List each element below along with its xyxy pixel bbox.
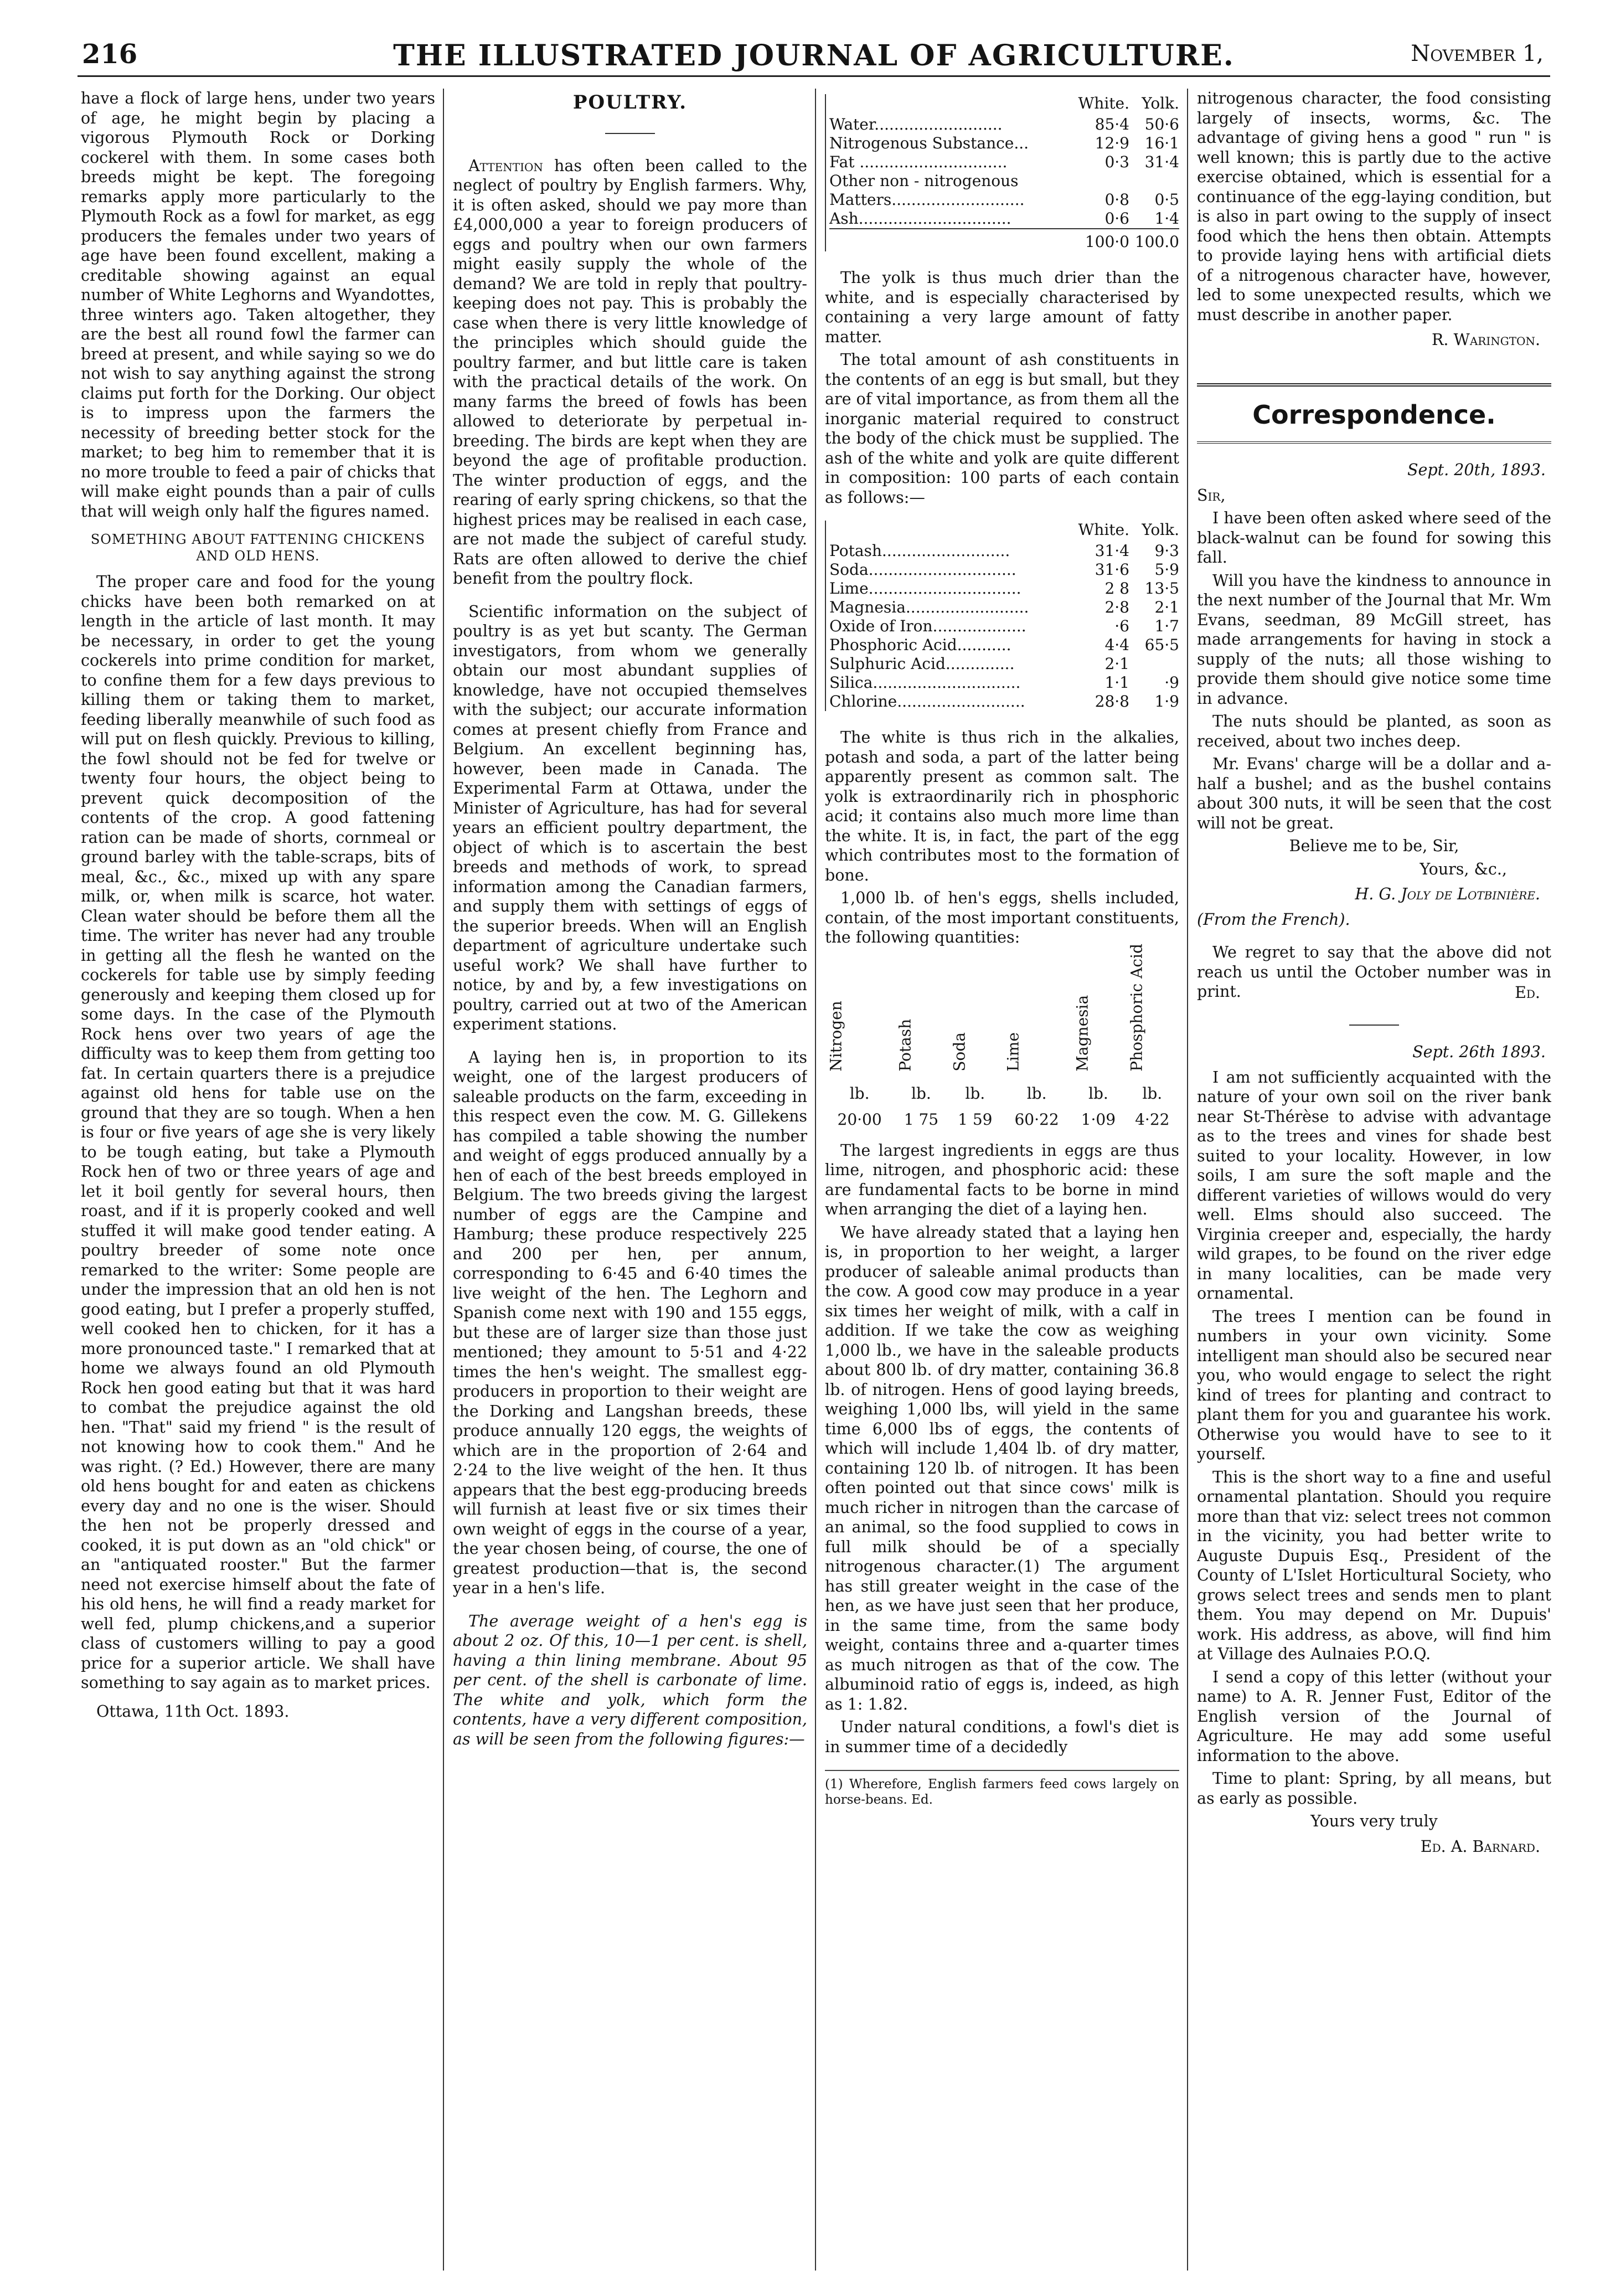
table-header: [1126, 944, 1179, 1072]
header-label: Soda: [949, 1032, 968, 1072]
table-cell: 31·4: [1095, 542, 1129, 560]
closing: Yours, &c.,: [1420, 859, 1507, 878]
column-3: [825, 89, 1179, 2271]
table-header: [1002, 960, 1071, 1070]
table-cell: Nitrogenous Substance...: [829, 134, 1029, 152]
divider: [605, 133, 655, 134]
column-rule: [815, 89, 816, 2271]
table-cell: 13·5: [1144, 579, 1179, 598]
paragraph: The average weight of a hen's egg is about 2 oz. Of this, 10—1 per cent. is shell, having a thin lining membrane. About 95 per cent. of the shell is carbonate of lime. The white and yolk, which form the contents, have a very different composition, as will be seen from the following figures:—: [453, 1612, 807, 1748]
table-row: [829, 655, 1179, 673]
paragraph: Mr. Evans' charge will be a dollar and a-half a bushel; and as the bushel contains about 300 nuts, it will be seen that the cost will not be great.: [1197, 755, 1551, 832]
salutation: Sir,: [1197, 486, 1226, 504]
table-cell: 9·3: [1154, 542, 1179, 560]
paragraph: The yolk is thus much drier than the white, and is especially characterised by containing a very large amount of fatty matter.: [825, 269, 1179, 346]
table-header-row: [829, 521, 1179, 542]
column-rule: [1187, 89, 1188, 2271]
table-cell: [829, 229, 1078, 251]
table-cell: 2·8: [1104, 598, 1129, 616]
table-cell: lb.: [1088, 1084, 1108, 1103]
table-cell: Fat ..............................: [829, 153, 1008, 171]
table-cell: Chlorine..........................: [829, 692, 1025, 711]
paragraph: The white is thus rich in the alkalies, potash and soda, a part of the latter being apparently present as common salt. The yolk is extraordinarily rich in phosphoric acid; it contains also much more lime than the white. It is, in fact, the part of the egg which contributes most to the formation of bone.: [825, 728, 1179, 884]
table-row: [829, 617, 1179, 636]
table-header: [825, 960, 894, 1070]
paragraph: The nuts should be planted, as soon as received, about two inches deep.: [1197, 712, 1551, 750]
table-row: [829, 636, 1179, 655]
table-cell: 0·6: [1104, 209, 1129, 228]
ash-composition-table-wrap: [825, 521, 1179, 711]
table-cell: 1 75: [904, 1110, 939, 1129]
editor-mark: Ed.: [1515, 983, 1540, 1002]
section-heading: Correspondence.: [1252, 399, 1496, 430]
lead-word: Attention: [468, 156, 543, 175]
table-cell: 0·5: [1154, 191, 1179, 209]
table-header: [894, 960, 948, 1070]
table-cell: Oxide of Iron...................: [829, 617, 1026, 635]
table-row: [829, 673, 1179, 692]
table-header: Yolk.: [1142, 521, 1179, 539]
page-header: [78, 35, 1550, 77]
column-1: [81, 89, 435, 2271]
egg-composition-table-wrap: [825, 94, 1179, 251]
table-cell: [1129, 655, 1179, 673]
table-row: [829, 115, 1179, 134]
paragraph: 1,000 lb. of hen's eggs, shells included, contain, of the most important constituents, the following quantities:: [825, 889, 1179, 946]
column-4: [1197, 89, 1551, 2271]
table-cell: ·6: [1114, 617, 1129, 635]
header-label: Potash: [896, 1018, 915, 1072]
header-label: Lime: [1004, 1032, 1023, 1072]
table-cell: Phosphoric Acid...........: [829, 636, 1011, 654]
table-row: [829, 134, 1179, 153]
paragraph: This is the short way to a fine and useful ornamental plantation. Should you require more than that viz: select trees not common in the vicinity, you had better write to Auguste Dupuis Esq., President of the County of L'Islet Horticultural Society, who grows select trees and sends men to plant them. You may depend on Mr. Dupuis' work. His address, as above, will find him at Village des Aulnaies P.O.Q.: [1197, 1468, 1551, 1663]
table-header-row: [825, 960, 1179, 1070]
table-row: [829, 579, 1179, 598]
table-cell: lb.: [849, 1084, 870, 1103]
table-cell: 1·7: [1154, 617, 1179, 635]
table-cell: 28·8: [1095, 692, 1129, 711]
table-cell: lb.: [1026, 1084, 1047, 1103]
table-cell: 1·9: [1154, 692, 1179, 711]
signature: Ed. A. Barnard.: [1420, 1837, 1540, 1856]
table-cell: ·9: [1164, 673, 1179, 692]
table-cell: 2 8: [1104, 579, 1129, 598]
closing: Yours very truly: [1310, 1812, 1438, 1830]
table-cell: 1·1: [1104, 673, 1129, 692]
column-rule: [443, 89, 444, 2271]
table-cell: Soda..............................: [829, 560, 1016, 579]
paragraph: I am not sufficiently acquainted with the nature of your own soil on the river bank near St-Thérèse to advise with advantage as to the trees and vines for shade best suited to your locality. However, in low soils, I am sure the soft maple and the different varieties of willows would do very well. Elms should also succeed. The Virginia creeper and, especially, the hardy wild grapes, to be found on the river edge in many localities, can be made very ornamental.: [1197, 1068, 1551, 1303]
header-label: Nitrogen: [827, 1001, 845, 1072]
table-cell: 5·9: [1154, 560, 1179, 579]
paragraph: I have been often asked where seed of the black-walnut can be found for sowing this fall.: [1197, 509, 1551, 567]
paragraph: The largest ingredients in eggs are thus lime, nitrogen, and phosphoric acid: these are fundamental facts to be borne in mind when arranging the diet of a laying hen.: [825, 1141, 1179, 1218]
issue-date: November 1,: [1411, 41, 1544, 66]
paragraph: I send a copy of this letter (without your name) to A. R. Jenner Fust, Editor of the English version of the Journal of Agriculture. He may add some useful information to the above.: [1197, 1667, 1551, 1765]
journal-title: THE ILLUSTRATED JOURNAL OF AGRICULTURE.: [393, 39, 1235, 73]
signature: H. G. Joly de Lotbinière.: [1355, 885, 1540, 903]
paragraph: We regret to say that the above did not reach us until the October number was in print.: [1197, 943, 1551, 1001]
table-cell: Ash...............................: [829, 209, 1011, 228]
paragraph: nitrogenous character, the food consisting largely of insects, worms, &c. The advantage of giving hens a good " run " is well known; this is partly due to the active exercise obtained, which is essential for a continuance of the egg-laying condition, but is also in part owing to the supply of insect food which the hens then obtain. Attempts to provide laying hens with artificial diets of a nitrogenous character have, however, led to some unexpected results, which we must describe in another paper.: [1197, 89, 1551, 324]
table-header: [829, 521, 1078, 542]
table-cell: 0·3: [1104, 153, 1129, 171]
table-header: White.: [1078, 94, 1129, 112]
footnote: (1) Wherefore, English farmers feed cows largely on horse-beans. Ed.: [825, 1770, 1179, 1808]
table-cell: 65·5: [1144, 636, 1179, 654]
paragraph: The proper care and food for the young chicks have been both remarked on at length in the article of last month. It may be necessary, in order to get the young cockerels into prime condition for market, to confine them for a few days previous to killing them or taking them to market, feeding liberally meanwhile of such food as will put on flesh quickly. Previous to killing, the fowl should not be fed for twelve or twenty four hours, the object being to prevent quick decomposition of the contents of the crop. A good fattening ration can be made of shorts, cornmeal or ground barley with the table-scraps, bits of meal, &c., &c., mixed up with any spare milk, or, when milk is scarce, hot water. Clean water should be before them all the time. The writer has never had any trouble in getting all the flesh he wanted on the cockerels for table use by simply feeding generously and keeping them closed up for some days. In the case of the Plymouth Rock hens over two years of age the difficulty was to keep them from getting too fat. In certain quarters there is a prejudice against old hens for table use on the ground that they are so tough. When a hen is four or five years of age she is very likely to be tough eating, but take a Plymouth Rock hen of two or three years of age and let it boil gently for several hours, then roast, and if it is properly cooked and well stuffed it will make good tender eating. A poultry breeder of some note once remarked to the writer: Some people are under the impression that an old hen is not good eating, but I prefer a properly stuffed, well cooked hen to chicken, for it has a more pronounced taste." I remarked that at home we always found an old Plymouth Rock hen good eating but that it was hard to combat the prejudice against the old hen. "That" said my friend " is the result of not knowing how to cook them." And he was right. (? Ed.) However, there are many old hens bought for and eaten as chickens every day and no one is the wiser. Should the hen not be properly dressed and cooked, it is put down as an "old chick" or an "antiquated rooster." But the farmer need not exercise himself about the fate of his old hens, he will find a ready market for well fed, plump chickens,and a superior class of customers willing to pay a good price for a superior article. We shall have something to say again as to market prices.: [81, 573, 435, 1692]
table-total-row: [829, 229, 1179, 251]
correspondence-banner: [1197, 383, 1551, 444]
table-cell: 2·1: [1104, 655, 1129, 673]
paragraph: Will you have the kindness to announce in the next number of the Journal that Mr. Wm Evans, seedman, 89 McGill street, has made arrangements for having in stock a supply of the nuts; all those wishing to provide them should give notice some time in advance.: [1197, 571, 1551, 708]
table-cell: 12·9: [1095, 134, 1129, 152]
table-cell: 100.0: [1129, 229, 1179, 251]
paragraph: Under natural conditions, a fowl's diet is in summer time of a decidedly: [825, 1718, 1179, 1756]
paragraph: [453, 156, 807, 589]
constituents-table: [825, 944, 1179, 1133]
table-cell: Silica..............................: [829, 673, 1021, 692]
table-row: [829, 172, 1179, 209]
closing: Believe me to be, Sir,: [1289, 837, 1459, 855]
paragraph: A laying hen is, in proportion to its weight, one of the largest producers of saleable products on the farm, exceeding in this respect even the cow. M. G. Gillekens has compiled a table showing the number and weight of eggs produced annually by a hen of each of the best breeds employed in Belgium. The two breeds giving the largest number of eggs are the Campine and Hamburg; these produce respectively 225 and 200 per hen, per annum, corresponding to 6·45 and 6·40 times the live weight of the hen. The Leghorn and Spanish come next with 190 and 155 eggs, but these are of larger size than those just mentioned; they amount to 5·51 and 4·22 times the hen's weight. The smallest egg-producers in proportion to their weight are the Dorking and Langshan breeds, these produce annually 120 eggs, the weights of which are in the proportion of 2·64 and 2·24 to the live weight of the hen. It thus appears that the best egg-producing breeds will furnish at least five or six times their own weight of eggs in the course of a year, the year chosen being, of course, the one of greatest production—that is, the second year in a hen's life.: [453, 1048, 807, 1597]
header-label: Magnesia: [1073, 995, 1092, 1072]
table-cell: 16·1: [1144, 134, 1179, 152]
egg-composition-table: [829, 94, 1179, 251]
attribution: (From the French).: [1197, 910, 1350, 929]
table-cell: 4·4: [1104, 636, 1129, 654]
table-cell: Water..........................: [829, 115, 1003, 133]
table-cell: Other non - nitrogenous Matters...........................: [829, 172, 1025, 209]
dateline: Sept. 20th, 1893.: [1407, 461, 1546, 479]
table-cell: 31·6: [1095, 560, 1129, 579]
table-cell: 60·22: [1014, 1110, 1059, 1129]
paragraph: The trees I mention can be found in numbers in your own vicinity. Some intelligent man should also be secured near you, who would engage to select the right kind of trees for planting and contract to plant them for you and guarantee his work. Otherwise you would have to see to it yourself.: [1197, 1307, 1551, 1463]
table-cell: lb.: [911, 1084, 931, 1103]
table-cell: 0·8: [1104, 191, 1129, 209]
dateline: Sept. 26th 1893.: [1412, 1043, 1546, 1061]
paragraph: Scientific information on the subject of poultry is as yet but scanty. The German investigators, from whom we generally obtain our most abundant supplies of knowledge, have not occupied themselves with the subject; our accurate information comes at present chiefly from France and Belgium. An excellent beginning has, however, been made in Canada. The Experimental Farm at Ottawa, under the Minister of Agriculture, has had for several years an efficient poultry department, the object of which is to ascertain the best breeds and methods of work, to spread information among the Canadian farmers, and supply them with settings of eggs of the superior breeds. When will an English department of agriculture undertake such useful work? We shall have further to notice, by and by, a few investigations on poultry, carried out at two of the American experiment stations.: [453, 602, 807, 1033]
table-header: [948, 960, 1002, 1070]
table-cell: Lime...............................: [829, 579, 1021, 598]
subheading: SOMETHING ABOUT FATTENING CHICKENS AND OLD HENS.: [90, 532, 426, 564]
table-header-row: [829, 94, 1179, 115]
column-2: [453, 89, 807, 2271]
table-row: [825, 1070, 1179, 1107]
dateline: Ottawa, 11th Oct. 1893.: [96, 1702, 290, 1721]
table-cell: lb.: [965, 1084, 985, 1103]
table-cell: Magnesia.........................: [829, 598, 1029, 616]
table-row: [829, 560, 1179, 579]
table-header: [829, 94, 1078, 115]
paragraph-text: has often been called to the neglect of poultry by English farmers. Why, it is often asked, should we pay more than £4,000,000 a year to foreign producers of eggs and poultry when our own farmers might easily supply the whole of the demand? We are told in reply that poultry-keeping does not pay. This is probably the case when there is very little knowledge of the principles which should guide the poultry farmer, and but little care is taken with the practical details of the work. On many farms the breed of fowls has been allowed to deteriorate by perpetual in-breeding. The birds are kept when they are beyond the age of profitable production. The winter production of eggs, and the rearing of early spring chickens, so that the highest prices may be realised in each case, are not made the subject of careful study. Rats are often allowed to derive the chief benefit from the poultry flock.: [453, 156, 807, 588]
table-header: Yolk.: [1142, 94, 1179, 112]
signature: R. Warington.: [1431, 331, 1540, 349]
table-cell: 1·09: [1081, 1110, 1116, 1129]
table-cell: 1·4: [1154, 209, 1179, 228]
table-header: [1071, 960, 1125, 1070]
table-row: [829, 598, 1179, 617]
paragraph: The total amount of ash constituents in the contents of an egg is but small, but they are of vital importance, as from them all the inorganic material required to construct the body of the chick must be supplied. The ash of the white and yolk are quite different in composition: 100 parts of each contain as follows:—: [825, 351, 1179, 507]
table-cell: Potash..........................: [829, 542, 1010, 560]
table-header: White.: [1078, 521, 1129, 539]
ash-composition-table: [829, 521, 1179, 711]
table-cell: 1 59: [958, 1110, 993, 1129]
page-number: 216: [82, 39, 138, 70]
table-row: [829, 209, 1179, 229]
paragraph: We have already stated that a laying hen is, in proportion to her weight, a larger producer of saleable animal products than the cow. A good cow may produce in a year six times her weight of milk, with a calf in addition. If we take the cow as weighing 1,000 lb., we have in the saleable products about 800 lb. of dry matter, containing 36.8 lb. of nitrogen. Hens of good laying breeds, weighing 1,000 lbs, will yield in the same time 6,000 lbs of eggs, the contents of which will include 1,404 lb. of dry matter, containing 120 lb. of nitrogen. It has been often pointed out that since cows' milk is much richer in nitrogen than the carcase of an animal, so the food supplied to cows in full milk should be of a specially nitrogenous character.(1) The argument has still greater weight in the case of the hen, as we have just seen that her produce, in the same time, from the same body weight, contains three and a-quarter times as much nitrogen as that of the cow. The albuminoid ratio of eggs is, indeed, as high as 1: 1.82.: [825, 1223, 1179, 1713]
table-cell: 31·4: [1144, 153, 1179, 171]
paragraph: have a flock of large hens, under two years of age, he might begin by placing a vigorous Plymouth Rock or Dorking cockerel with them. In some cases both breeds might be kept. The foregoing remarks apply more particularly to the Plymouth Rock as a fowl for market, as egg producers the females under two years of age have been found excellent, making a creditable showing against an equal number of White Leghorns and Wyandottes, three winters ago. Taken altogether, they are the best all round fowl the farmer can breed at present, and while saying so we do not wish to say anything against the strong claims put forth for the Dorking. Our object is to impress upon the farmers the necessity of breeding better stock for the market; to beg him to remember that it is no more trouble to feed a pair of chicks that will make eight pounds than a pair of culls that will weigh only half the figures named.: [81, 89, 435, 521]
header-label: Phosphoric Acid: [1127, 944, 1145, 1072]
table-row: [825, 1106, 1179, 1133]
section-heading: POULTRY.: [572, 91, 688, 114]
table-cell: 50·6: [1144, 115, 1179, 133]
table-cell: 4·22: [1135, 1110, 1170, 1129]
table-cell: lb.: [1142, 1084, 1163, 1103]
table-row: [829, 542, 1179, 560]
table-cell: 20·00: [837, 1110, 882, 1129]
paragraph: Time to plant: Spring, by all means, but as early as possible.: [1197, 1769, 1551, 1808]
divider: [1349, 1025, 1399, 1026]
table-row: [829, 153, 1179, 172]
table-cell: 100·0: [1078, 229, 1130, 251]
table-cell: 85·4: [1095, 115, 1129, 133]
table-cell: 2·1: [1154, 598, 1179, 616]
table-cell: Sulphuric Acid..............: [829, 655, 1015, 673]
table-row: [829, 692, 1179, 711]
